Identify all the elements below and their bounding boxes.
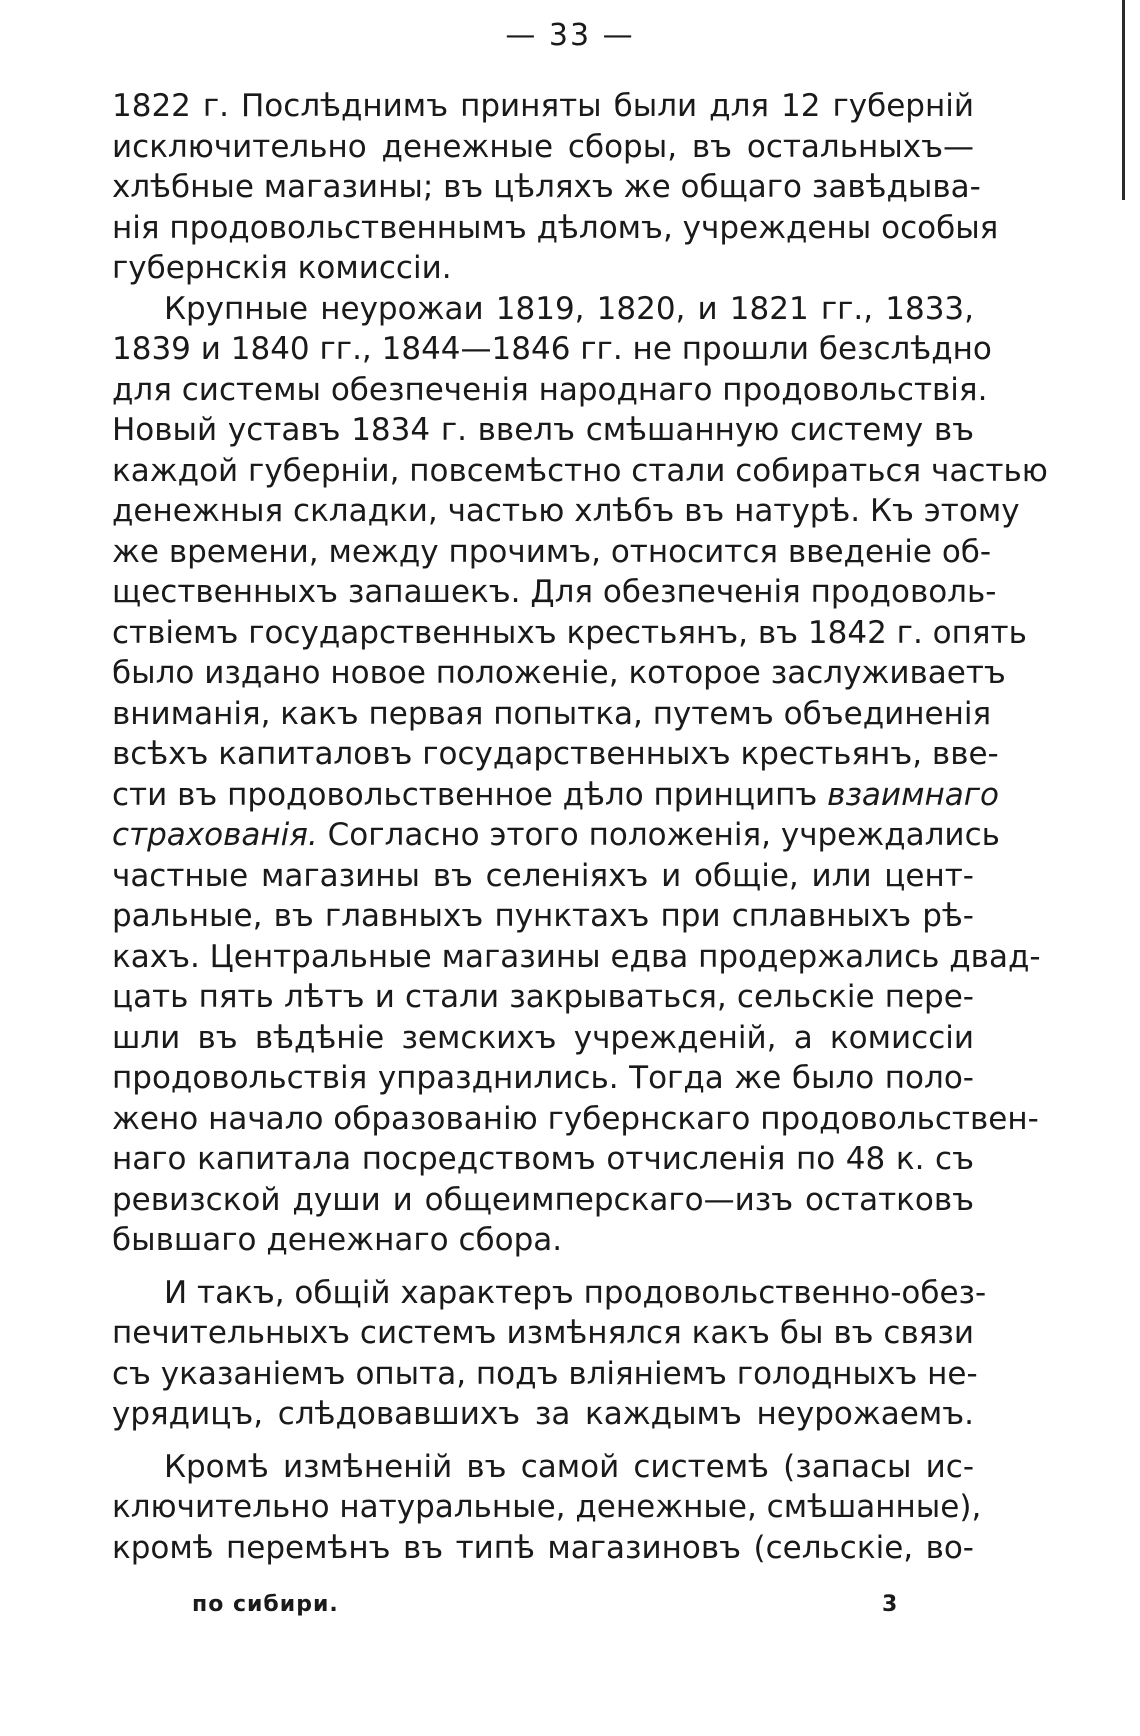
- text-line: наго капитала посредствомъ отчисленія по 48 к. съ: [112, 1141, 974, 1177]
- text-line: 1822 г. Послѣднимъ приняты были для 12 губерній: [112, 88, 974, 124]
- text-line: денежныя складки, частью хлѣбъ въ натурѣ. Къ этому: [112, 493, 1020, 529]
- text-line: было издано новое положеніе, которое заслуживаетъ: [112, 655, 1006, 691]
- text-line: Крупные неурожаи 1819, 1820, и 1821 гг., 1833,: [164, 290, 974, 327]
- text-line: [112, 815, 1000, 856]
- page-footer: [0, 1592, 1140, 1626]
- text-line: урядицъ, слѣдовавшихъ за каждымъ неурожаемъ.: [112, 1396, 974, 1432]
- text-line: печительныхъ системъ измѣнялся какъ бы въ связи: [112, 1315, 974, 1351]
- text-line: для системы обезпеченія народнаго продовольствія.: [112, 371, 988, 408]
- text-line: вниманія, какъ первая попытка, путемъ объединенія: [112, 695, 992, 732]
- text-line: Кромѣ измѣненій въ самой системѣ (запасы ис-: [164, 1448, 974, 1485]
- text-line: Новый уставъ 1834 г. ввелъ смѣшанную систему въ: [112, 412, 974, 448]
- text-line: частные магазины въ селеніяхъ и общіе, или цент-: [112, 857, 974, 894]
- text-line: жено начало образованію губернскаго продовольствен-: [112, 1100, 1039, 1137]
- signature-mark: по сибири.: [192, 1592, 339, 1617]
- text-line: ключительно натуральные, денежные, смѣшанные),: [112, 1489, 982, 1525]
- text-fragment: Согласно этого положенія, учреждались: [317, 817, 1000, 853]
- text-line: кахъ. Центральные магазины едва продержались двад-: [112, 938, 1041, 975]
- text-line: кромѣ перемѣнъ въ типѣ магазиновъ (сельскіе, во-: [112, 1529, 974, 1566]
- text-line: губернскія комиссіи.: [112, 250, 452, 286]
- text-fragment: сти въ продовольственное дѣло принципъ: [112, 776, 828, 813]
- page-edge-line: [1122, 0, 1125, 200]
- page-number: — 33 —: [505, 18, 635, 53]
- text-line: ствіемъ государственныхъ крестьянъ, въ 1842 г. опять: [112, 614, 1027, 651]
- text-line: щественныхъ запашекъ. Для обезпеченія продоволь-: [112, 574, 997, 610]
- text-line: [112, 775, 999, 816]
- text-line: 1839 и 1840 гг., 1844—1846 гг. не прошли безслѣдно: [112, 331, 992, 367]
- italic-term: страхованія.: [112, 817, 318, 853]
- italic-term: взаимнаго: [827, 776, 999, 813]
- page-body: [112, 86, 1048, 1568]
- text-line: ральные, въ главныхъ пунктахъ при сплавныхъ рѣ-: [112, 898, 974, 934]
- text-line: цать пять лѣтъ и стали закрываться, сельскіе пере-: [112, 979, 974, 1015]
- text-line: шли въ вѣдѣніе земскихъ учрежденій, а комиссіи: [112, 1019, 974, 1056]
- text-line: исключительно денежные сборы, въ остальныхъ—: [112, 128, 974, 165]
- text-line: каждой губерніи, повсемѣстно стали собираться частью: [112, 452, 1048, 489]
- text-line: продовольствія упразднились. Тогда же было поло-: [112, 1060, 974, 1096]
- text-line: ревизской души и общеимперскаго—изъ остатковъ: [112, 1181, 974, 1218]
- text-line: бывшаго денежнаго сбора.: [112, 1222, 563, 1258]
- text-line: всѣхъ капиталовъ государственныхъ крестьянъ, вве-: [112, 736, 999, 772]
- text-line: нія продовольственнымъ дѣломъ, учреждены особыя: [112, 209, 999, 246]
- text-line: хлѣбные магазины; въ цѣляхъ же общаго завѣдыва-: [112, 169, 981, 205]
- text-line: И такъ, общій характеръ продовольственно-обез-: [164, 1274, 987, 1311]
- sheet-number: 3: [882, 1592, 899, 1617]
- text-line: же времени, между прочимъ, относится введеніе об-: [112, 533, 992, 570]
- text-line: съ указаніемъ опыта, подъ вліяніемъ голодныхъ не-: [112, 1355, 978, 1392]
